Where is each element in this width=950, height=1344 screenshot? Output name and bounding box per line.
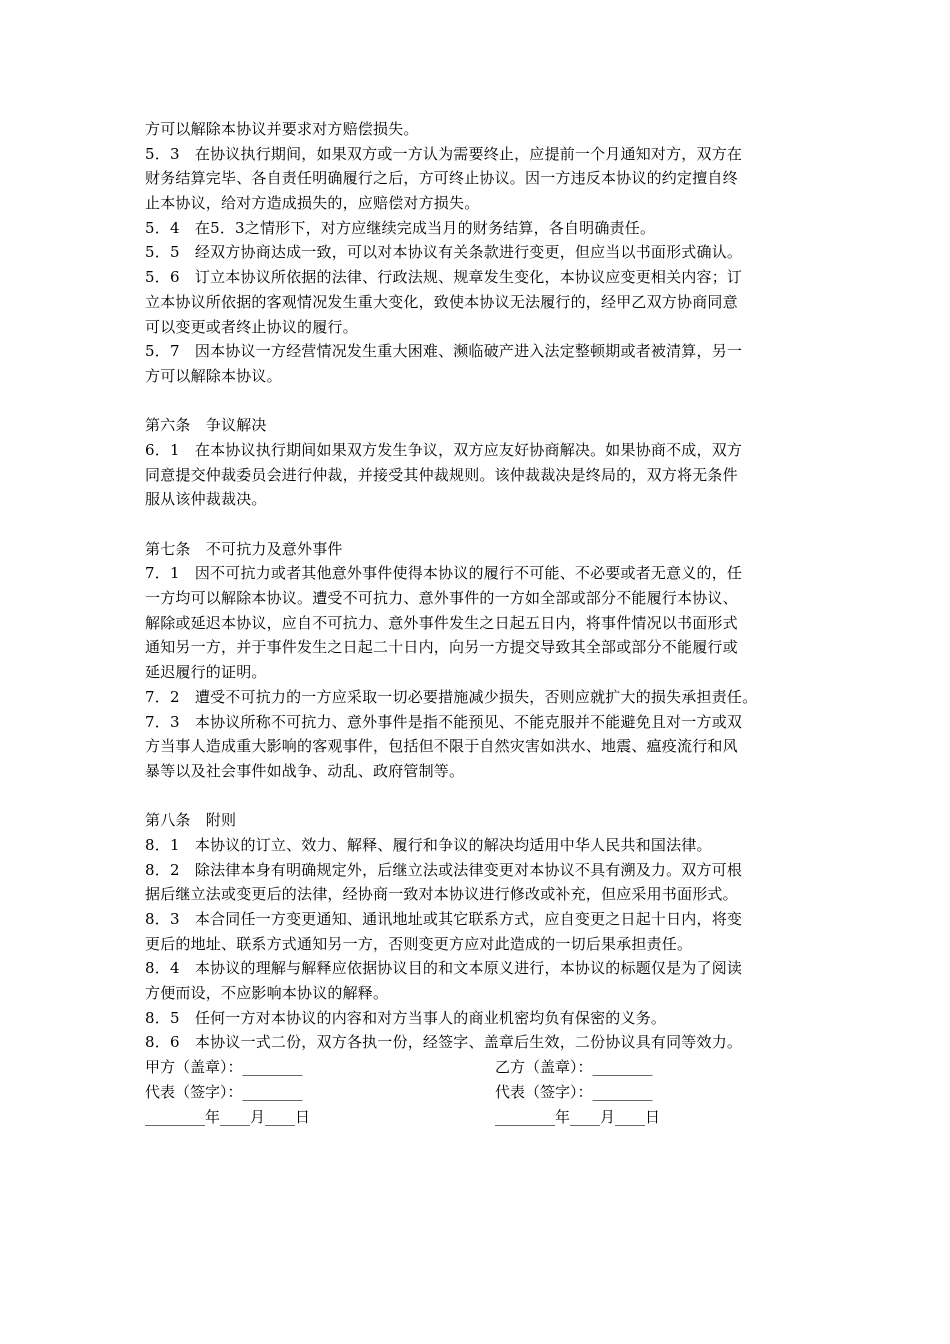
article-heading: 第八条 附则: [145, 811, 237, 830]
clause-6-1: 6．1 在本协议执行期间如果双方发生争议，双方应友好协商解决。如果协商不成，双方: [145, 440, 743, 459]
spacer: [145, 784, 815, 809]
party-b-rep-field: 代表（签字）：________: [495, 1082, 653, 1101]
party-a-rep-field: 代表（签字）：________: [145, 1082, 303, 1101]
clause-8-2: 8．2 除法律本身有明确规定外，后继立法或法律变更对本协议不具有溯及力。双方可根: [145, 860, 743, 879]
spacer: [145, 512, 815, 537]
paragraph-line: 通知另一方，并于事件发生之日起二十日内，向另一方提交导致其全部或部分不能履行或: [145, 638, 738, 657]
paragraph-line: 立本协议所依据的客观情况发生重大变化，致使本协议无法履行的，经甲乙双方协商同意: [145, 292, 738, 311]
clause-7-2: 7．2 遭受不可抗力的一方应采取一切必要措施减少损失，否则应就扩大的损失承担责任。: [145, 687, 758, 706]
clause-5-4: 5．4 在5．3之情形下，对方应继续完成当月的财务结算，各自明确责任。: [145, 218, 656, 237]
section-8: [145, 808, 815, 1055]
clause-8-4: 8．4 本协议的理解与解释应依据协议目的和文本原义进行，本协议的标题仅是为了阅读: [145, 959, 743, 978]
clause-8-6: 8．6 本协议一式二份，双方各执一份，经签字、盖章后生效，二份协议具有同等效力。: [145, 1033, 743, 1052]
paragraph-line: 方可以解除本协议并要求对方赔偿损失。: [145, 120, 419, 138]
date-row: [145, 1105, 815, 1130]
document-page: [145, 117, 815, 1129]
paragraph-line: 据后继立法或变更后的法律，经协商一致对本协议进行修改或补充，但应采用书面形式。: [145, 885, 738, 904]
paragraph-line: 方便而设，不应影响本协议的解释。: [145, 984, 389, 1003]
spacer: [145, 389, 815, 414]
paragraph-line: 延迟履行的证明。: [145, 663, 267, 682]
party-b-seal-field: 乙方（盖章）：________: [495, 1058, 653, 1077]
paragraph-line: 财务结算完毕、各自责任明确履行之后，方可终止协议。因一方违反本协议的约定擅自终: [145, 169, 738, 188]
paragraph-line: 方当事人造成重大影响的客观事件，包括但不限于自然灾害如洪水、地震、瘟疫流行和风: [145, 737, 738, 756]
clause-8-1: 8．1 本协议的订立、效力、解释、履行和争议的解决均适用中华人民共和国法律。: [145, 835, 712, 854]
paragraph-line: 解除或延迟本协议，应自不可抗力、意外事件发生之日起五日内，将事件情况以书面形式: [145, 613, 738, 632]
section-5-tail: [145, 117, 815, 389]
clause-7-1: 7．1 因不可抗力或者其他意外事件使得本协议的履行不可能、不必要或者无意义的，任: [145, 564, 743, 583]
clause-8-5: 8．5 任何一方对本协议的内容和对方当事人的商业机密均负有保密的义务。: [145, 1008, 667, 1027]
paragraph-line: 更后的地址、联系方式通知另一方，否则变更方应对此造成的一切后果承担责任。: [145, 934, 693, 953]
section-6: [145, 413, 815, 512]
section-7: [145, 537, 815, 784]
party-b-date-field: ________年____月____日: [495, 1107, 661, 1126]
article-heading: 第七条 不可抗力及意外事件: [145, 539, 343, 558]
party-a-date-field: ________年____月____日: [145, 1107, 311, 1126]
paragraph-line: 一方均可以解除本协议。遭受不可抗力、意外事件的一方如全部或部分不能履行本协议、: [145, 589, 738, 608]
paragraph-line: 同意提交仲裁委员会进行仲裁，并接受其仲裁规则。该仲裁裁决是终局的，双方将无条件: [145, 465, 738, 484]
clause-5-7: 5．7 因本协议一方经营情况发生重大困难、濒临破产进入法定整顿期或者被清算，另一: [145, 342, 743, 361]
paragraph-line: 可以变更或者终止协议的履行。: [145, 317, 358, 336]
clause-5-3: 5．3 在协议执行期间，如果双方或一方认为需要终止，应提前一个月通知对方，双方在: [145, 144, 743, 163]
paragraph-line: 暴等以及社会事件如战争、动乱、政府管制等。: [145, 761, 465, 780]
clause-7-3: 7．3 本协议所称不可抗力、意外事件是指不能预见、不能克服并不能避免且对一方或双: [145, 712, 743, 731]
seal-row: [145, 1055, 815, 1080]
paragraph-line: 方可以解除本协议。: [145, 366, 282, 385]
paragraph-line: 服从该仲裁裁决。: [145, 490, 267, 509]
paragraph-line: 止本协议，给对方造成损失的，应赔偿对方损失。: [145, 194, 480, 213]
clause-5-6: 5．6 订立本协议所依据的法律、行政法规、规章发生变化，本协议应变更相关内容；订: [145, 268, 743, 287]
article-heading: 第六条 争议解决: [145, 416, 267, 435]
representative-row: [145, 1080, 815, 1105]
clause-5-5: 5．5 经双方协商达成一致，可以对本协议有关条款进行变更，但应当以书面形式确认。: [145, 243, 743, 262]
party-a-seal-field: 甲方（盖章）：________: [145, 1058, 303, 1077]
clause-8-3: 8．3 本合同任一方变更通知、通讯地址或其它联系方式，应自变更之日起十日内，将变: [145, 910, 743, 928]
signature-block: [145, 1055, 815, 1129]
